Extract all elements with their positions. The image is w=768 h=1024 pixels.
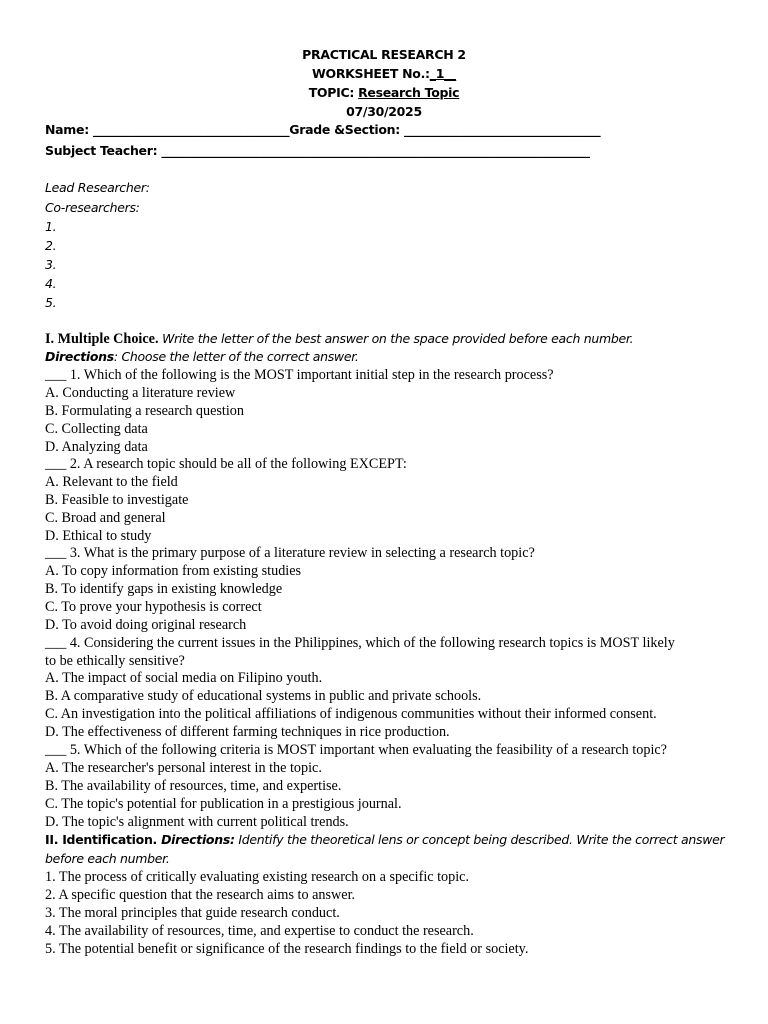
question-stem: ___ 4. Considering the current issues in the Philippines, which of the following research topics is MOST likely xyxy=(45,635,675,651)
worksheet-date: 07/30/2025 xyxy=(346,104,422,119)
topic-value: Research Topic xyxy=(358,85,460,100)
answer-option: D. To avoid doing original research xyxy=(45,617,247,633)
part1-directions-label: Directions xyxy=(45,349,114,364)
answer-option: D. The topic's alignment with current political trends. xyxy=(45,814,349,830)
question-stem: ___ 1. Which of the following is the MOST important initial step in the research process? xyxy=(45,367,554,383)
name-grade-section-line: Name: _________________________________Grade &Section: _________________________________ xyxy=(45,122,601,137)
co-researcher-number: 5. xyxy=(45,295,57,310)
answer-option: B. Formulating a research question xyxy=(45,403,244,419)
identification-item: 1. The process of critically evaluating existing research on a specific topic. xyxy=(45,869,470,885)
answer-option: A. The impact of social media on Filipino youth. xyxy=(45,670,323,686)
question-stem: ___ 3. What is the primary purpose of a literature review in selecting a research topic? xyxy=(45,545,535,561)
worksheet-number-line xyxy=(0,66,768,81)
answer-option: A. The researcher's personal interest in the topic. xyxy=(45,760,322,776)
answer-option: C. An investigation into the political affiliations of indigenous communities without their informed consent. xyxy=(45,706,657,722)
identification-item: 5. The potential benefit or significance of the research findings to the field or society. xyxy=(45,941,529,957)
answer-option: B. The availability of resources, time, and expertise. xyxy=(45,778,342,794)
part2-instruction: Identify the theoretical lens or concept being described. Write the correct answer xyxy=(234,832,725,847)
answer-option: B. Feasible to investigate xyxy=(45,492,189,508)
worksheet-title: PRACTICAL RESEARCH 2 xyxy=(302,47,466,62)
answer-option: A. Conducting a literature review xyxy=(45,385,236,401)
part1-heading-line xyxy=(45,331,633,348)
worksheet-number-label: WORKSHEET No.: xyxy=(312,66,430,81)
answer-option: D. The effectiveness of different farming techniques in rice production. xyxy=(45,724,450,740)
answer-option: C. The topic's potential for publication in a prestigious journal. xyxy=(45,796,402,812)
identification-item: 3. The moral principles that guide research conduct. xyxy=(45,905,340,921)
subject-teacher-line: Subject Teacher: ________________________________________________________________________ xyxy=(45,143,590,158)
answer-option: A. Relevant to the field xyxy=(45,474,178,490)
part1-directions-text: : Choose the letter of the correct answer. xyxy=(113,349,359,364)
answer-option: B. To identify gaps in existing knowledge xyxy=(45,581,283,597)
answer-option: A. To copy information from existing studies xyxy=(45,563,302,579)
question-stem: ___ 5. Which of the following criteria is MOST important when evaluating the feasibility of a research topic? xyxy=(45,742,667,758)
question-stem: ___ 2. A research topic should be all of the following EXCEPT: xyxy=(45,456,407,472)
co-researchers-label: Co-researchers: xyxy=(45,200,140,215)
lead-researcher-label: Lead Researcher: xyxy=(45,180,150,195)
part2-directions-label: Directions: xyxy=(161,832,235,847)
answer-option: C. Broad and general xyxy=(45,510,166,526)
part2-heading-line xyxy=(45,832,724,847)
co-researcher-number: 4. xyxy=(45,276,57,291)
topic-label: TOPIC: xyxy=(308,85,359,100)
answer-option: B. A comparative study of educational systems in public and private schools. xyxy=(45,688,482,704)
worksheet-number-value: _1__ xyxy=(429,66,456,81)
answer-option: D. Ethical to study xyxy=(45,528,152,544)
identification-item: 2. A specific question that the research aims to answer. xyxy=(45,887,356,903)
identification-item: 4. The availability of resources, time, and expertise to conduct the research. xyxy=(45,923,474,939)
part1-instruction: Write the letter of the best answer on the space provided before each number. xyxy=(158,331,634,346)
answer-option: C. To prove your hypothesis is correct xyxy=(45,599,262,615)
part1-directions-line xyxy=(45,349,359,364)
part2-instruction-continued: before each number. xyxy=(45,851,170,866)
part1-heading: I. Multiple Choice. xyxy=(45,331,159,347)
topic-line xyxy=(0,85,768,100)
answer-option: C. Collecting data xyxy=(45,421,148,437)
co-researcher-number: 3. xyxy=(45,257,57,272)
co-researcher-number: 2. xyxy=(45,238,57,253)
part2-heading: II. Identification. xyxy=(45,832,162,847)
question-stem-continued: to be ethically sensitive? xyxy=(45,653,185,669)
answer-option: D. Analyzing data xyxy=(45,439,148,455)
co-researcher-number: 1. xyxy=(45,219,57,234)
